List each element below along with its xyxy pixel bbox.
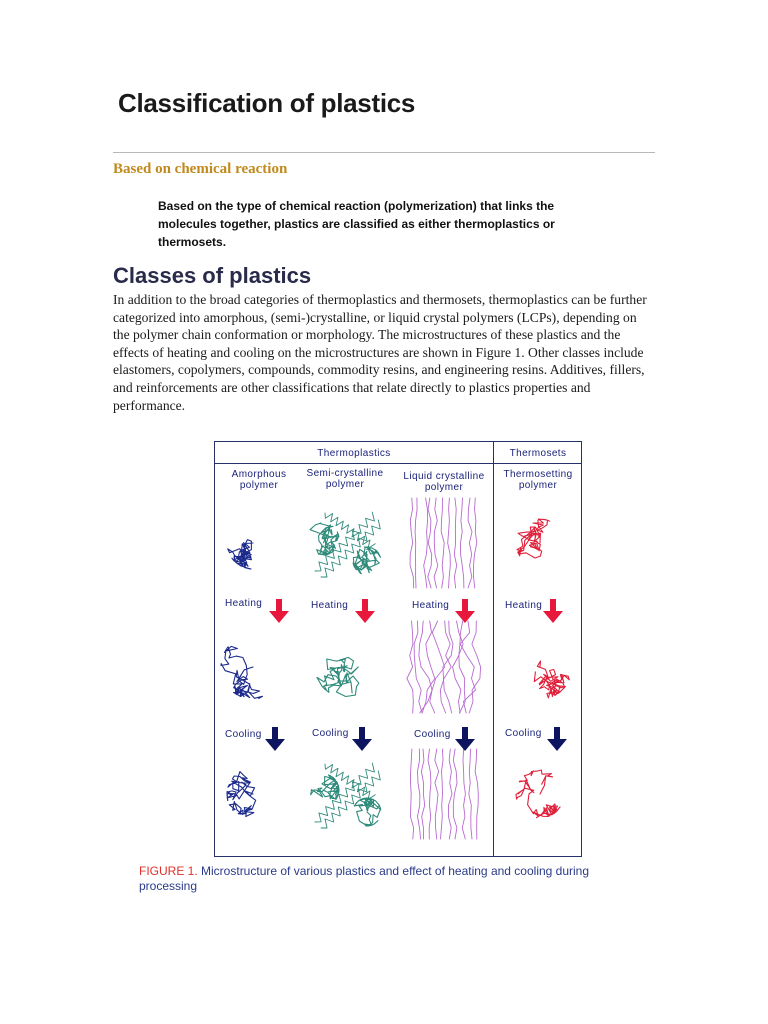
thermoset-network-heated (534, 661, 569, 698)
cooling-arrow (265, 727, 285, 751)
polymer-chain-strand (441, 498, 444, 588)
figure-caption-lead: FIGURE 1. (139, 864, 198, 878)
polymer-chain-strand (415, 498, 417, 588)
cooling-label-liquid-crystalline: Cooling (414, 729, 451, 740)
polymer-chain-strand (410, 498, 414, 588)
column-header-line2: polymer (325, 479, 365, 490)
heating-arrow (543, 599, 563, 623)
cooling-label-thermosetting: Cooling (505, 728, 542, 739)
heating-label-semi-crystalline: Heating (311, 600, 349, 611)
section-heading: Based on chemical reaction (113, 161, 288, 177)
polymer-chain-coil (354, 798, 381, 826)
cooling-arrow (352, 727, 372, 751)
intro-text: Based on the type of chemical reaction (polymerization) that links the molecules together, plastics are classified as either thermoplastics or thermosets. (158, 199, 555, 249)
column-header-line1: Thermosetting (503, 469, 573, 480)
cooling-arrow (547, 727, 567, 751)
column-header-line1: Semi-crystalline (306, 468, 384, 479)
polymer-chain-strand (435, 749, 439, 839)
heating-label-thermosetting: Heating (505, 600, 543, 611)
polymer-chain-strand (461, 498, 464, 588)
polymer-chain-strand (418, 749, 421, 839)
amorphous-coil-cooled (227, 772, 256, 817)
column-header-line2: polymer (239, 480, 279, 491)
column-header-line2: polymer (424, 482, 464, 493)
semi-crystalline-melt (317, 657, 359, 696)
column-header-line2: polymer (518, 480, 558, 491)
polymer-chain-strand (469, 749, 472, 839)
cooling-arrow (455, 727, 475, 751)
heating-label-amorphous: Heating (225, 598, 263, 609)
figure-illustration (215, 442, 581, 856)
polymer-chain-strand (469, 621, 480, 713)
heating-arrow (355, 599, 375, 623)
heating-arrow (269, 599, 289, 623)
thermoset-network-cooled (516, 770, 560, 818)
polymer-chain-strand (410, 749, 413, 839)
amorphous-coil (228, 540, 253, 569)
amorphous-coil-heated (221, 646, 263, 698)
cooling-label-semi-crystalline: Cooling (312, 728, 349, 739)
horizontal-rule (113, 152, 655, 153)
classes-heading: Classes of plastics (113, 263, 312, 288)
polymer-chain-strand (424, 498, 428, 588)
column-header-line1: Liquid crystalline (403, 471, 485, 482)
polymer-chain-coil (353, 547, 380, 574)
polymer-chain-strand (421, 749, 424, 839)
figure-caption (139, 864, 629, 894)
polymer-chain-strand (428, 498, 432, 588)
polymer-chain-strand (448, 749, 452, 839)
polymer-chain-strand (430, 621, 445, 713)
figure-1 (214, 441, 582, 857)
page-title: Classification of plastics (118, 88, 416, 118)
polymer-chain-strand (453, 621, 464, 713)
polymer-chain-strand (441, 749, 444, 839)
heating-arrow (455, 599, 475, 623)
polymer-chain-strand (434, 498, 438, 588)
polymer-chain-strand (453, 749, 457, 839)
polymer-chain-strand (454, 498, 456, 588)
figure-group-thermoplastics: Thermoplastics (317, 448, 391, 459)
figure-group-thermosets: Thermosets (509, 448, 567, 459)
heating-label-liquid-crystalline: Heating (412, 600, 450, 611)
polymer-chain-strand (428, 749, 431, 839)
polymer-chain-strand (474, 498, 477, 588)
polymer-chain-strand (448, 498, 451, 588)
figure-caption-text: Microstructure of various plastics and effect of heating and cooling during processing (139, 864, 590, 893)
polymer-chain-coil (311, 775, 339, 800)
polymer-chain-strand (462, 749, 465, 839)
crystalline-lamella (315, 763, 374, 822)
polymer-chain-strand (468, 498, 472, 588)
polymer-chain-strand (475, 749, 478, 839)
cooling-label-amorphous: Cooling (225, 729, 262, 740)
classes-paragraph: In addition to the broad categories of thermoplastics and thermosets, thermoplastics can be further categorized into amorphous, (semi-)crystalline, or liquid crystal polymers (LCPs), depending on the polymer chain conformation or morphology. The microstructures of these plastics and the effects of heating and cooling on the microstructures are shown in Figure 1. Other classes include elastomers, copolymers, compounds, commodity resins, and engineering resins. Additives, fillers, and reinforcements are other classifications that relate directly to plastics properties and performance. (113, 292, 647, 413)
polymer-chain-strand (407, 621, 413, 713)
thermoset-network (517, 519, 550, 558)
column-header-line1: Amorphous (231, 469, 287, 480)
